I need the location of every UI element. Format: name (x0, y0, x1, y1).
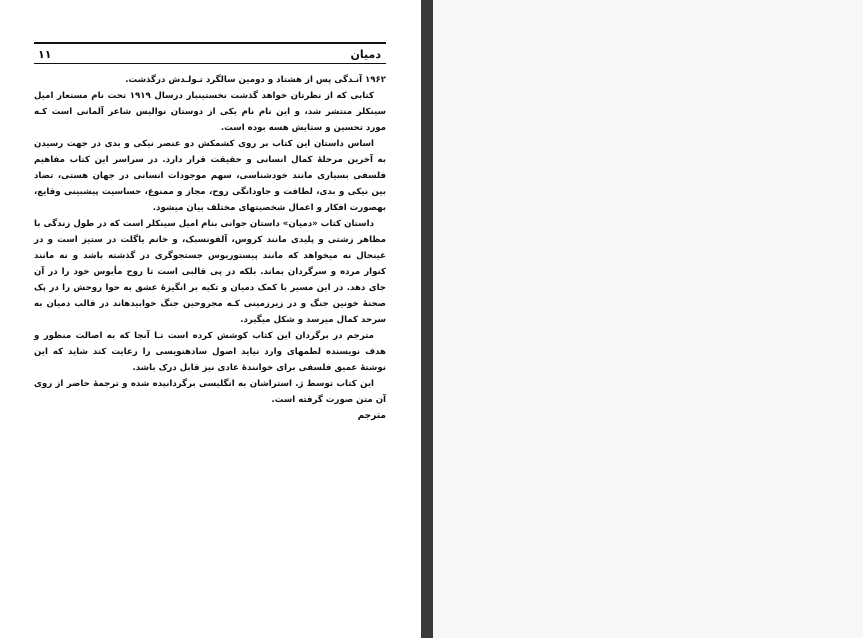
document-page (0, 0, 421, 638)
page-body (34, 72, 386, 424)
running-header-title: دمیان (350, 48, 381, 61)
blank-pane (433, 0, 863, 638)
header-rule-bottom (34, 63, 386, 64)
paragraph: مترجم در برگردان این کتاب کوشش کرده است تـا آنجا که به اصالت منظور و هدف نویسنده لطمهای وارد نیاید اصول سادهنویسی را رعایت کند شاید که این نوشتهٔ عمیق فلسفی برای خوانندهٔ عادی نیز قابل درک باشد. (34, 331, 386, 373)
paragraph: این کتاب توسط ژ. استراشان به انگلیسی برگردانیده شده و ترجمهٔ حاضر از روی آن متن صورت گرفته است. (34, 379, 386, 405)
page-number: ۱۱ (38, 48, 52, 61)
paragraph: داستان کتاب «دمیان» داستان جوانی بنام امیل سینکلر است که در طول زندگی با مظاهر زشتی و پلیدی مانند کروس، آلفونسبک، و خانم یاگلت در ستیز است و در عینحال نه میخواهد که مانند پیستوریوس جستجوگری در گذشته باشد و نه مانند کنوار مرده و سرگردان بماند. بلکه در پی قالبی است تا روح مأیوس خود را در آن جای دهد. در این مسیر با کمک دمیان و تکیه بر انگیزهٔ عشق به حوا روحش را در پک صحنهٔ خونین جنگ و در زیرزمینی کـه مجروحین جنگ خوابیدهاند در قالب دمیان به سرحد کمال میرسد و شکل میگیرد. (34, 219, 386, 325)
paragraph: اساس داستان این کتاب بر روی کشمکش دو عنصر نیکی و بدی در جهت رسیدن به آخرین مرحلهٔ کمال انسانی و حقیقت قرار دارد. در سراسر این کتاب مفاهیم فلسفی بسیاری مانند خودشناسی، سهم موجودات انسانی در جهان هستی، تضاد بین نیکی و بدی، لطافت و جاودانگی روح، مجاز و ممنوع، حساسیت پیشبینی وقایع، بهصورت افکار و اعمال شخصیتهای مختلف بیان میشود. (34, 139, 386, 213)
translator-signature: مترجم (357, 411, 386, 421)
paragraph: ۱۹۶۲ آنـدگی پس از هشتاد و دومین سالگرد تـولـدش درگذشت. (125, 75, 386, 85)
paragraph: کتابی که از نظرتان خواهد گذشت نخستینبار درسال ۱۹۱۹ تحت نام مستعار امیل سینکلر منتشر شد، و این نام نام یکی از دوستان نوالیس شاعر آلمانی است کـه مورد تحسین و ستایش هسه بوده است. (34, 91, 386, 133)
header-rule-top (34, 42, 386, 44)
pane-divider[interactable] (421, 0, 433, 638)
